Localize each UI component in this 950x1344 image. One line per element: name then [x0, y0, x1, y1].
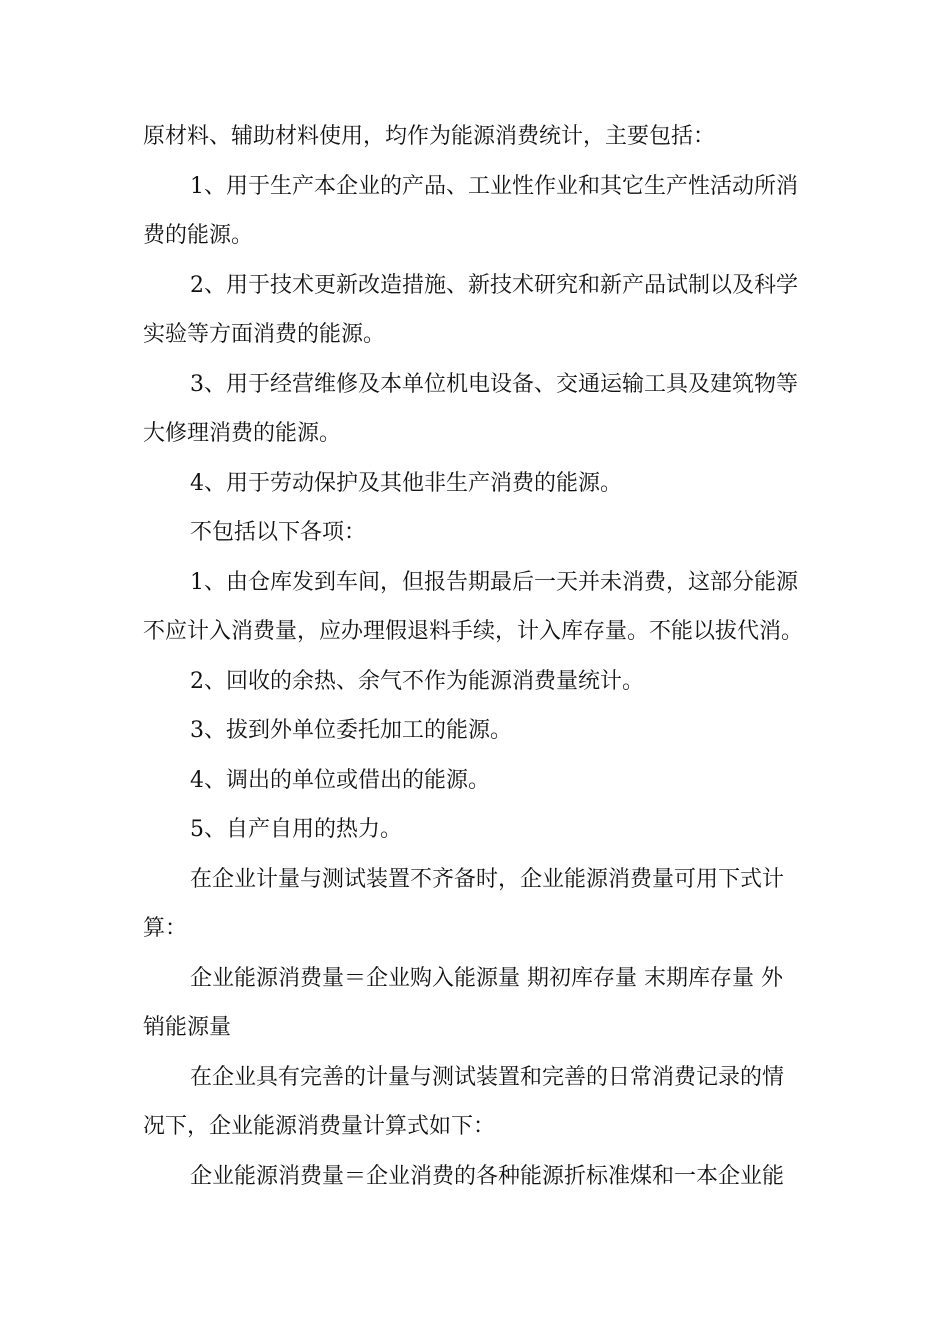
- text-line: 2、回收的余热、余气不作为能源消费量统计。: [190, 668, 644, 694]
- text-line: 3、用于经营维修及本单位机电设备、交通运输工具及建筑物等: [190, 371, 798, 397]
- text-line: 算：: [143, 916, 188, 941]
- text-line: 1、由仓库发到车间，但报告期最后一天并未消费，这部分能源: [190, 569, 798, 595]
- text-line: 原材料、辅助材料使用，均作为能源消费统计，主要包括：: [143, 124, 716, 149]
- text-line: 2、用于技术更新改造措施、新技术研究和新产品试制以及科学: [190, 272, 798, 298]
- text-line: 实验等方面消费的能源。: [143, 322, 386, 347]
- text-line: 1、用于生产本企业的产品、工业性作业和其它生产性活动所消: [190, 173, 798, 199]
- text-line: 5、自产自用的热力。: [190, 817, 402, 842]
- text-line: 销能源量: [143, 1015, 232, 1040]
- text-line: 在企业具有完善的计量与测试装置和完善的日常消费记录的情: [190, 1064, 785, 1090]
- document-body: [143, 112, 811, 1201]
- text-line: 4、用于劳动保护及其他非生产消费的能源。: [190, 470, 622, 496]
- text-line: 3、拔到外单位委托加工的能源。: [190, 718, 512, 743]
- text-line: 大修理消费的能源。: [143, 421, 342, 446]
- text-line: 不应计入消费量，应办理假退料手续，计入库存量。不能以拔代消。: [143, 619, 804, 644]
- text-line: 不包括以下各项：: [190, 520, 367, 545]
- text-line: 况下，企业能源消费量计算式如下：: [143, 1114, 496, 1139]
- text-line: 4、调出的单位或借出的能源。: [190, 767, 490, 793]
- text-line: 企业能源消费量＝企业消费的各种能源折标准煤和一本企业能: [190, 1163, 785, 1189]
- text-line: 在企业计量与测试装置不齐备时，企业能源消费量可用下式计: [190, 866, 785, 892]
- text-line: 企业能源消费量＝企业购入能源量 期初库存量 末期库存量 外: [190, 965, 783, 991]
- text-line: 费的能源。: [143, 223, 254, 248]
